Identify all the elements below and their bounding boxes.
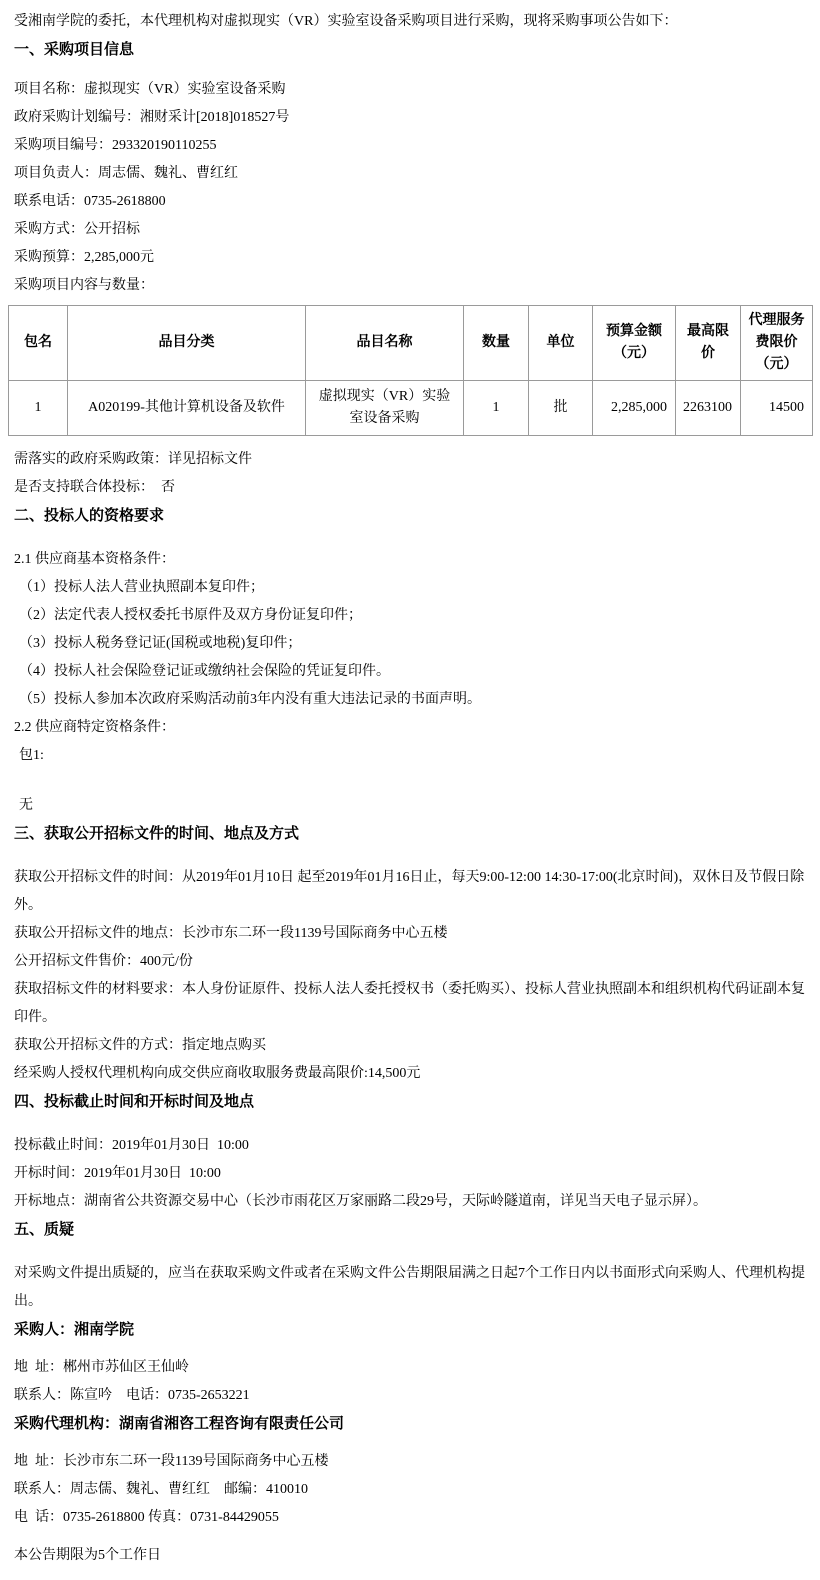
agency-phone-fax: 电 话：0735-2618800 传真：0731-84429055 (14, 1510, 279, 1525)
query-instructions: 对采购文件提出质疑的，应当在获取采购文件或者在采购文件公告期限届满之日起7个工作日内以书面形式向采购人、代理机构提出。 (14, 1266, 805, 1309)
agency-address: 地 址：长沙市东二环一段1139号国际商务中心五楼 (14, 1454, 329, 1469)
subsection-2-2: 2.2 供应商特定资格条件： (14, 720, 175, 735)
cell-item-name: 虚拟现实（VR）实验室设备采购 (306, 381, 464, 436)
field-doc-location: 获取公开招标文件的地点：长沙市东二环一段1139号国际商务中心五楼 (14, 926, 448, 941)
field-policy: 需落实的政府采购政策：详见招标文件 (14, 452, 252, 467)
purchaser-address: 地 址：郴州市苏仙区王仙岭 (14, 1360, 189, 1375)
cell-category: A020199-其他计算机设备及软件 (68, 381, 306, 436)
field-doc-method: 获取公开招标文件的方式：指定地点购买 (14, 1038, 266, 1053)
section3-title: 三、获取公开招标文件的时间、地点及方式 (14, 826, 300, 842)
cell-quantity: 1 (464, 381, 529, 436)
field-gov-plan-number: 政府采购计划编号：湘财采计[2018]018527号 (14, 110, 290, 125)
col-header-item-name: 品目名称 (306, 306, 464, 381)
section4-title: 四、投标截止时间和开标时间及地点 (14, 1094, 255, 1110)
agency-contact: 联系人：周志儒、魏礼、曹红红 邮编：410010 (14, 1482, 308, 1497)
section2-title: 二、投标人的资格要求 (14, 508, 165, 524)
col-header-budget: 预算金额（元） (593, 306, 676, 381)
announcement-period: 本公告期限为5个工作日 (14, 1548, 161, 1563)
cell-unit: 批 (529, 381, 593, 436)
col-header-max-price: 最高限价 (676, 306, 741, 381)
cell-package: 1 (9, 381, 68, 436)
table-row (9, 381, 813, 436)
field-procurement-method: 采购方式：公开招标 (14, 222, 140, 237)
field-bid-deadline: 投标截止时间：2019年01月30日 10:00 (14, 1138, 249, 1153)
qualification-item: （5）投标人参加本次政府采购活动前3年内没有重大违法记录的书面声明。 (19, 692, 481, 707)
procurement-items-table (8, 305, 813, 436)
field-project-leaders: 项目负责人：周志儒、魏礼、曹红红 (14, 166, 238, 181)
qualification-item: （1）投标人法人营业执照副本复印件； (19, 580, 264, 595)
field-doc-materials: 获取招标文件的材料要求：本人身份证原件、投标人法人委托授权书（委托购买）、投标人营业执照副本和组织机构代码证副本复印件。 (14, 982, 805, 1025)
field-consortium-bid: 是否支持联合体投标： 否 (14, 480, 175, 495)
field-opening-location: 开标地点：湖南省公共资源交易中心（长沙市雨花区万家丽路二段29号，天际岭隧道南，详见当天电子显示屏）。 (14, 1194, 707, 1209)
agency-title: 采购代理机构：湖南省湘咨工程咨询有限责任公司 (14, 1416, 345, 1432)
subsection-2-1: 2.1 供应商基本资格条件： (14, 552, 175, 567)
section5-title: 五、质疑 (14, 1222, 75, 1238)
qualification-item: （4）投标人社会保险登记证或缴纳社会保险的凭证复印件。 (19, 664, 390, 679)
field-project-number: 采购项目编号：293320190110255 (14, 138, 217, 153)
package-1-value: 无 (19, 798, 33, 813)
col-header-package: 包名 (9, 306, 68, 381)
purchaser-contact: 联系人：陈宣吟 电话：0735-2653221 (14, 1388, 250, 1403)
col-header-quantity: 数量 (464, 306, 529, 381)
cell-budget: 2,285,000 (593, 381, 676, 436)
col-header-category: 品目分类 (68, 306, 306, 381)
qualification-item: （2）法定代表人授权委托书原件及双方身份证复印件； (19, 608, 362, 623)
col-header-unit: 单位 (529, 306, 593, 381)
field-content-quantity-label: 采购项目内容与数量： (14, 278, 154, 293)
field-procurement-budget: 采购预算：2,285,000元 (14, 250, 154, 265)
field-doc-price: 公开招标文件售价：400元/份 (14, 954, 193, 969)
package-1-label: 包1: (19, 748, 44, 763)
field-project-name: 项目名称：虚拟现实（VR）实验室设备采购 (14, 82, 286, 97)
field-contact-phone: 联系电话：0735-2618800 (14, 194, 166, 209)
field-doc-time: 获取公开招标文件的时间：从2019年01月10日 起至2019年01月16日止，每天9:00-12:00 14:30-17:00(北京时间)，双休日及节假日除外。 (14, 870, 805, 913)
col-header-agency-fee: 代理服务费限价（元） (741, 306, 813, 381)
cell-agency-fee: 14500 (741, 381, 813, 436)
table-header-row (9, 306, 813, 381)
purchaser-title: 采购人：湘南学院 (14, 1322, 135, 1338)
intro-paragraph: 受湘南学院的委托，本代理机构对虚拟现实（VR）实验室设备采购项目进行采购，现将采购事项公告如下： (14, 14, 678, 29)
qualification-item: （3）投标人税务登记证(国税或地税)复印件； (19, 636, 302, 651)
cell-max-price: 2263100 (676, 381, 741, 436)
field-service-fee-cap: 经采购人授权代理机构向成交供应商收取服务费最高限价:14,500元 (14, 1066, 421, 1081)
section1-title: 一、采购项目信息 (14, 42, 135, 58)
field-opening-time: 开标时间：2019年01月30日 10:00 (14, 1166, 221, 1181)
